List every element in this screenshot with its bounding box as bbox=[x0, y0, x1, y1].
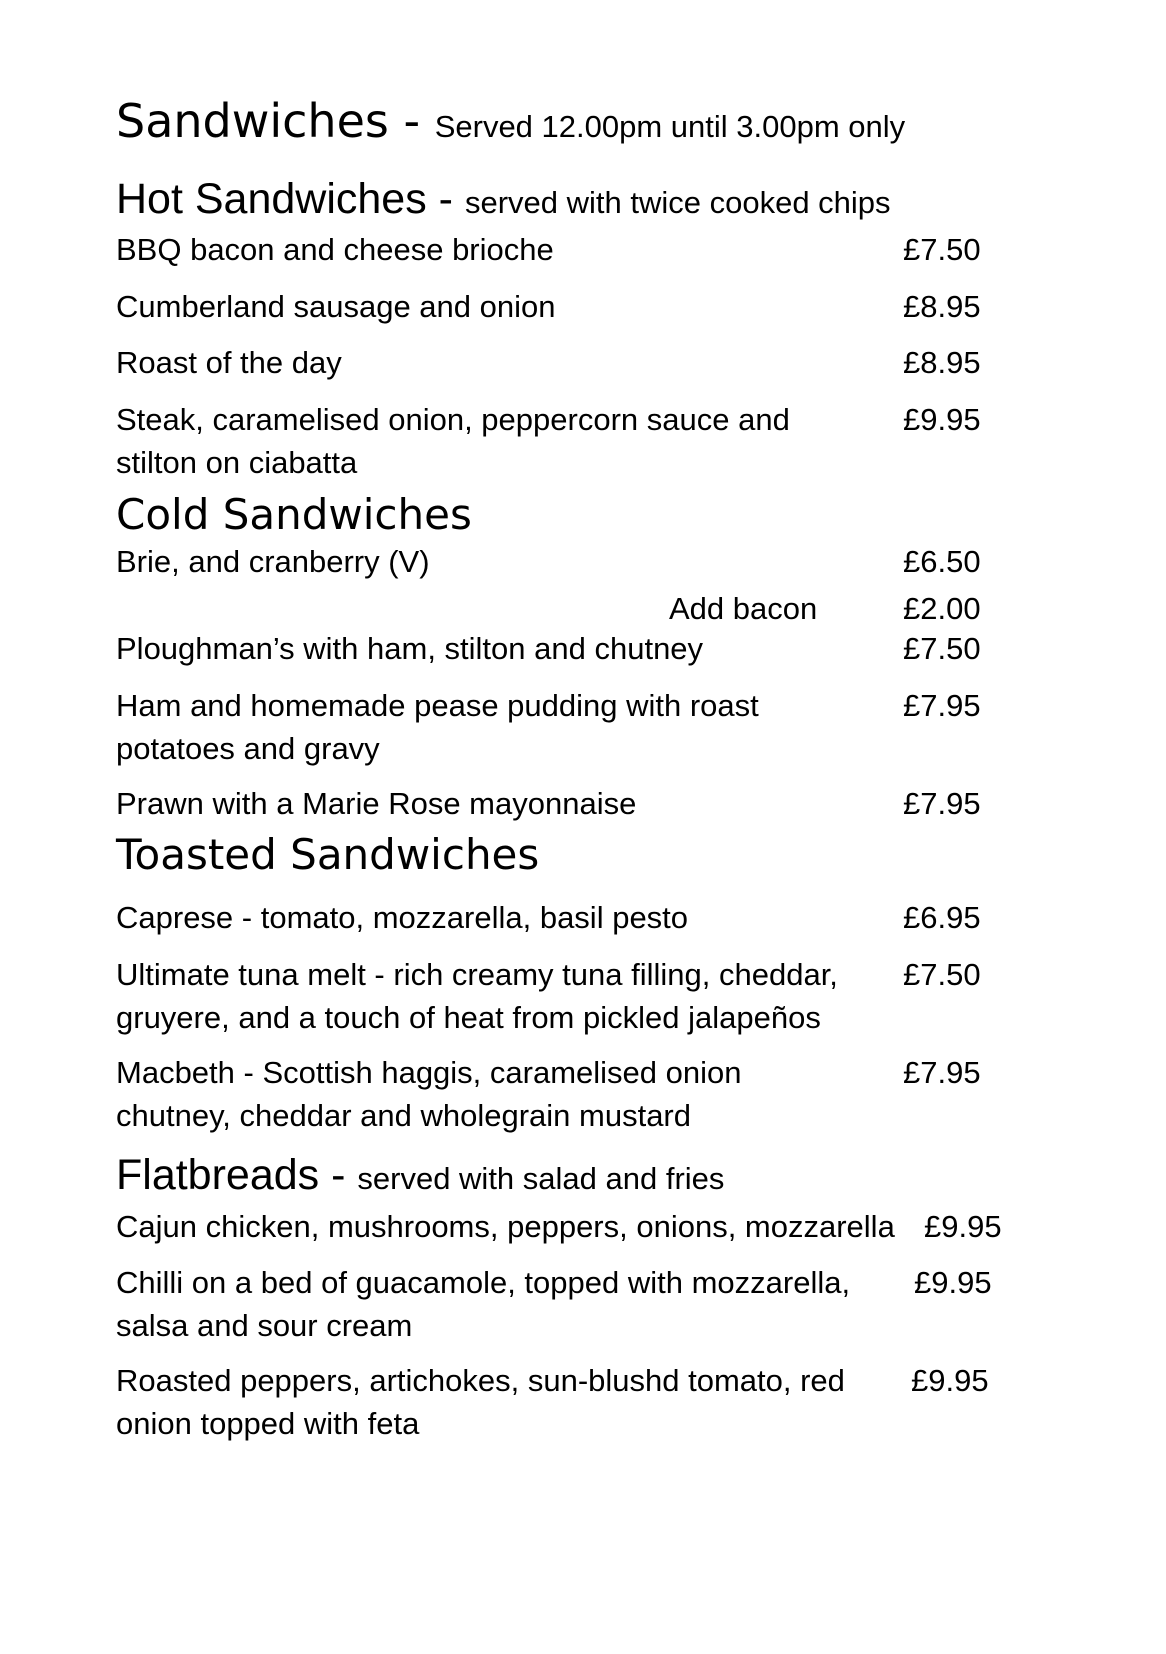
item-name: Brie, and cranberry (V) bbox=[116, 544, 430, 579]
menu-title bbox=[116, 94, 906, 148]
item-price: £7.50 bbox=[903, 631, 981, 666]
item-price: £9.95 bbox=[911, 1363, 989, 1398]
flatbreads-heading: Flatbreads bbox=[116, 1151, 320, 1199]
item-name: Cumberland sausage and onion bbox=[116, 289, 556, 324]
item-price: £6.50 bbox=[903, 544, 981, 579]
menu-title-separator: - bbox=[388, 94, 435, 148]
item-price: £7.95 bbox=[903, 786, 981, 821]
item-name-continued: salsa and sour cream bbox=[116, 1308, 413, 1343]
item-name: Ham and homemade pease pudding with roast potatoes and gravy bbox=[116, 688, 759, 766]
hot-heading: Hot Sandwiches bbox=[116, 175, 427, 223]
toasted-section-heading bbox=[116, 830, 540, 879]
item-price: £8.95 bbox=[903, 345, 981, 380]
item-name: Cajun chicken, mushrooms, peppers, onions, mozzarella bbox=[116, 1209, 895, 1244]
item-name-continued: gruyere, and a touch of heat from pickled jalapeños bbox=[116, 1000, 821, 1035]
cold-heading: Cold Sandwiches bbox=[116, 490, 472, 539]
item-name: BBQ bacon and cheese brioche bbox=[116, 232, 554, 267]
toasted-heading: Toasted Sandwiches bbox=[116, 830, 540, 879]
flatbreads-section-heading bbox=[116, 1151, 725, 1199]
item-price: £9.95 bbox=[924, 1209, 1002, 1244]
menu-title-main: Sandwiches bbox=[116, 94, 389, 148]
item-price: £6.95 bbox=[903, 900, 981, 935]
item-name: Ultimate tuna melt - rich creamy tuna filling, cheddar, bbox=[116, 957, 838, 992]
menu-title-note: Served 12.00pm until 3.00pm only bbox=[434, 109, 906, 144]
item-name: Ploughman’s with ham, stilton and chutney bbox=[116, 631, 704, 666]
item-price: £7.95 bbox=[903, 1055, 981, 1090]
item-price: £8.95 bbox=[903, 289, 981, 324]
item-price: £9.95 bbox=[903, 402, 981, 437]
item-price: £7.50 bbox=[903, 232, 981, 267]
item-name: Caprese - tomato, mozzarella, basil pesto bbox=[116, 900, 689, 935]
item-price: £7.95 bbox=[903, 688, 981, 723]
item-price: £7.50 bbox=[903, 957, 981, 992]
item-name-continued: onion topped with feta bbox=[116, 1406, 420, 1441]
item-name: Steak, caramelised onion, peppercorn sauce and stilton on ciabatta bbox=[116, 402, 790, 480]
item-name: Roast of the day bbox=[116, 345, 342, 380]
hot-section-heading bbox=[116, 175, 891, 223]
addon-label: Add bacon bbox=[669, 591, 818, 626]
cold-section-heading bbox=[116, 490, 472, 539]
item-name: Macbeth - Scottish haggis, caramelised onion chutney, cheddar and wholegrain mustard bbox=[116, 1055, 742, 1133]
item-name: Roasted peppers, artichokes, sun-blushd tomato, red bbox=[116, 1363, 845, 1398]
item-price: £9.95 bbox=[914, 1265, 992, 1300]
item-name: Prawn with a Marie Rose mayonnaise bbox=[116, 786, 637, 821]
flatbreads-separator: - bbox=[319, 1151, 358, 1199]
item-name: Chilli on a bed of guacamole, topped with mozzarella, bbox=[116, 1265, 851, 1300]
addon-price: £2.00 bbox=[903, 591, 981, 626]
hot-separator: - bbox=[426, 175, 465, 223]
flatbreads-note: served with salad and fries bbox=[357, 1161, 725, 1196]
hot-note: served with twice cooked chips bbox=[464, 185, 891, 220]
